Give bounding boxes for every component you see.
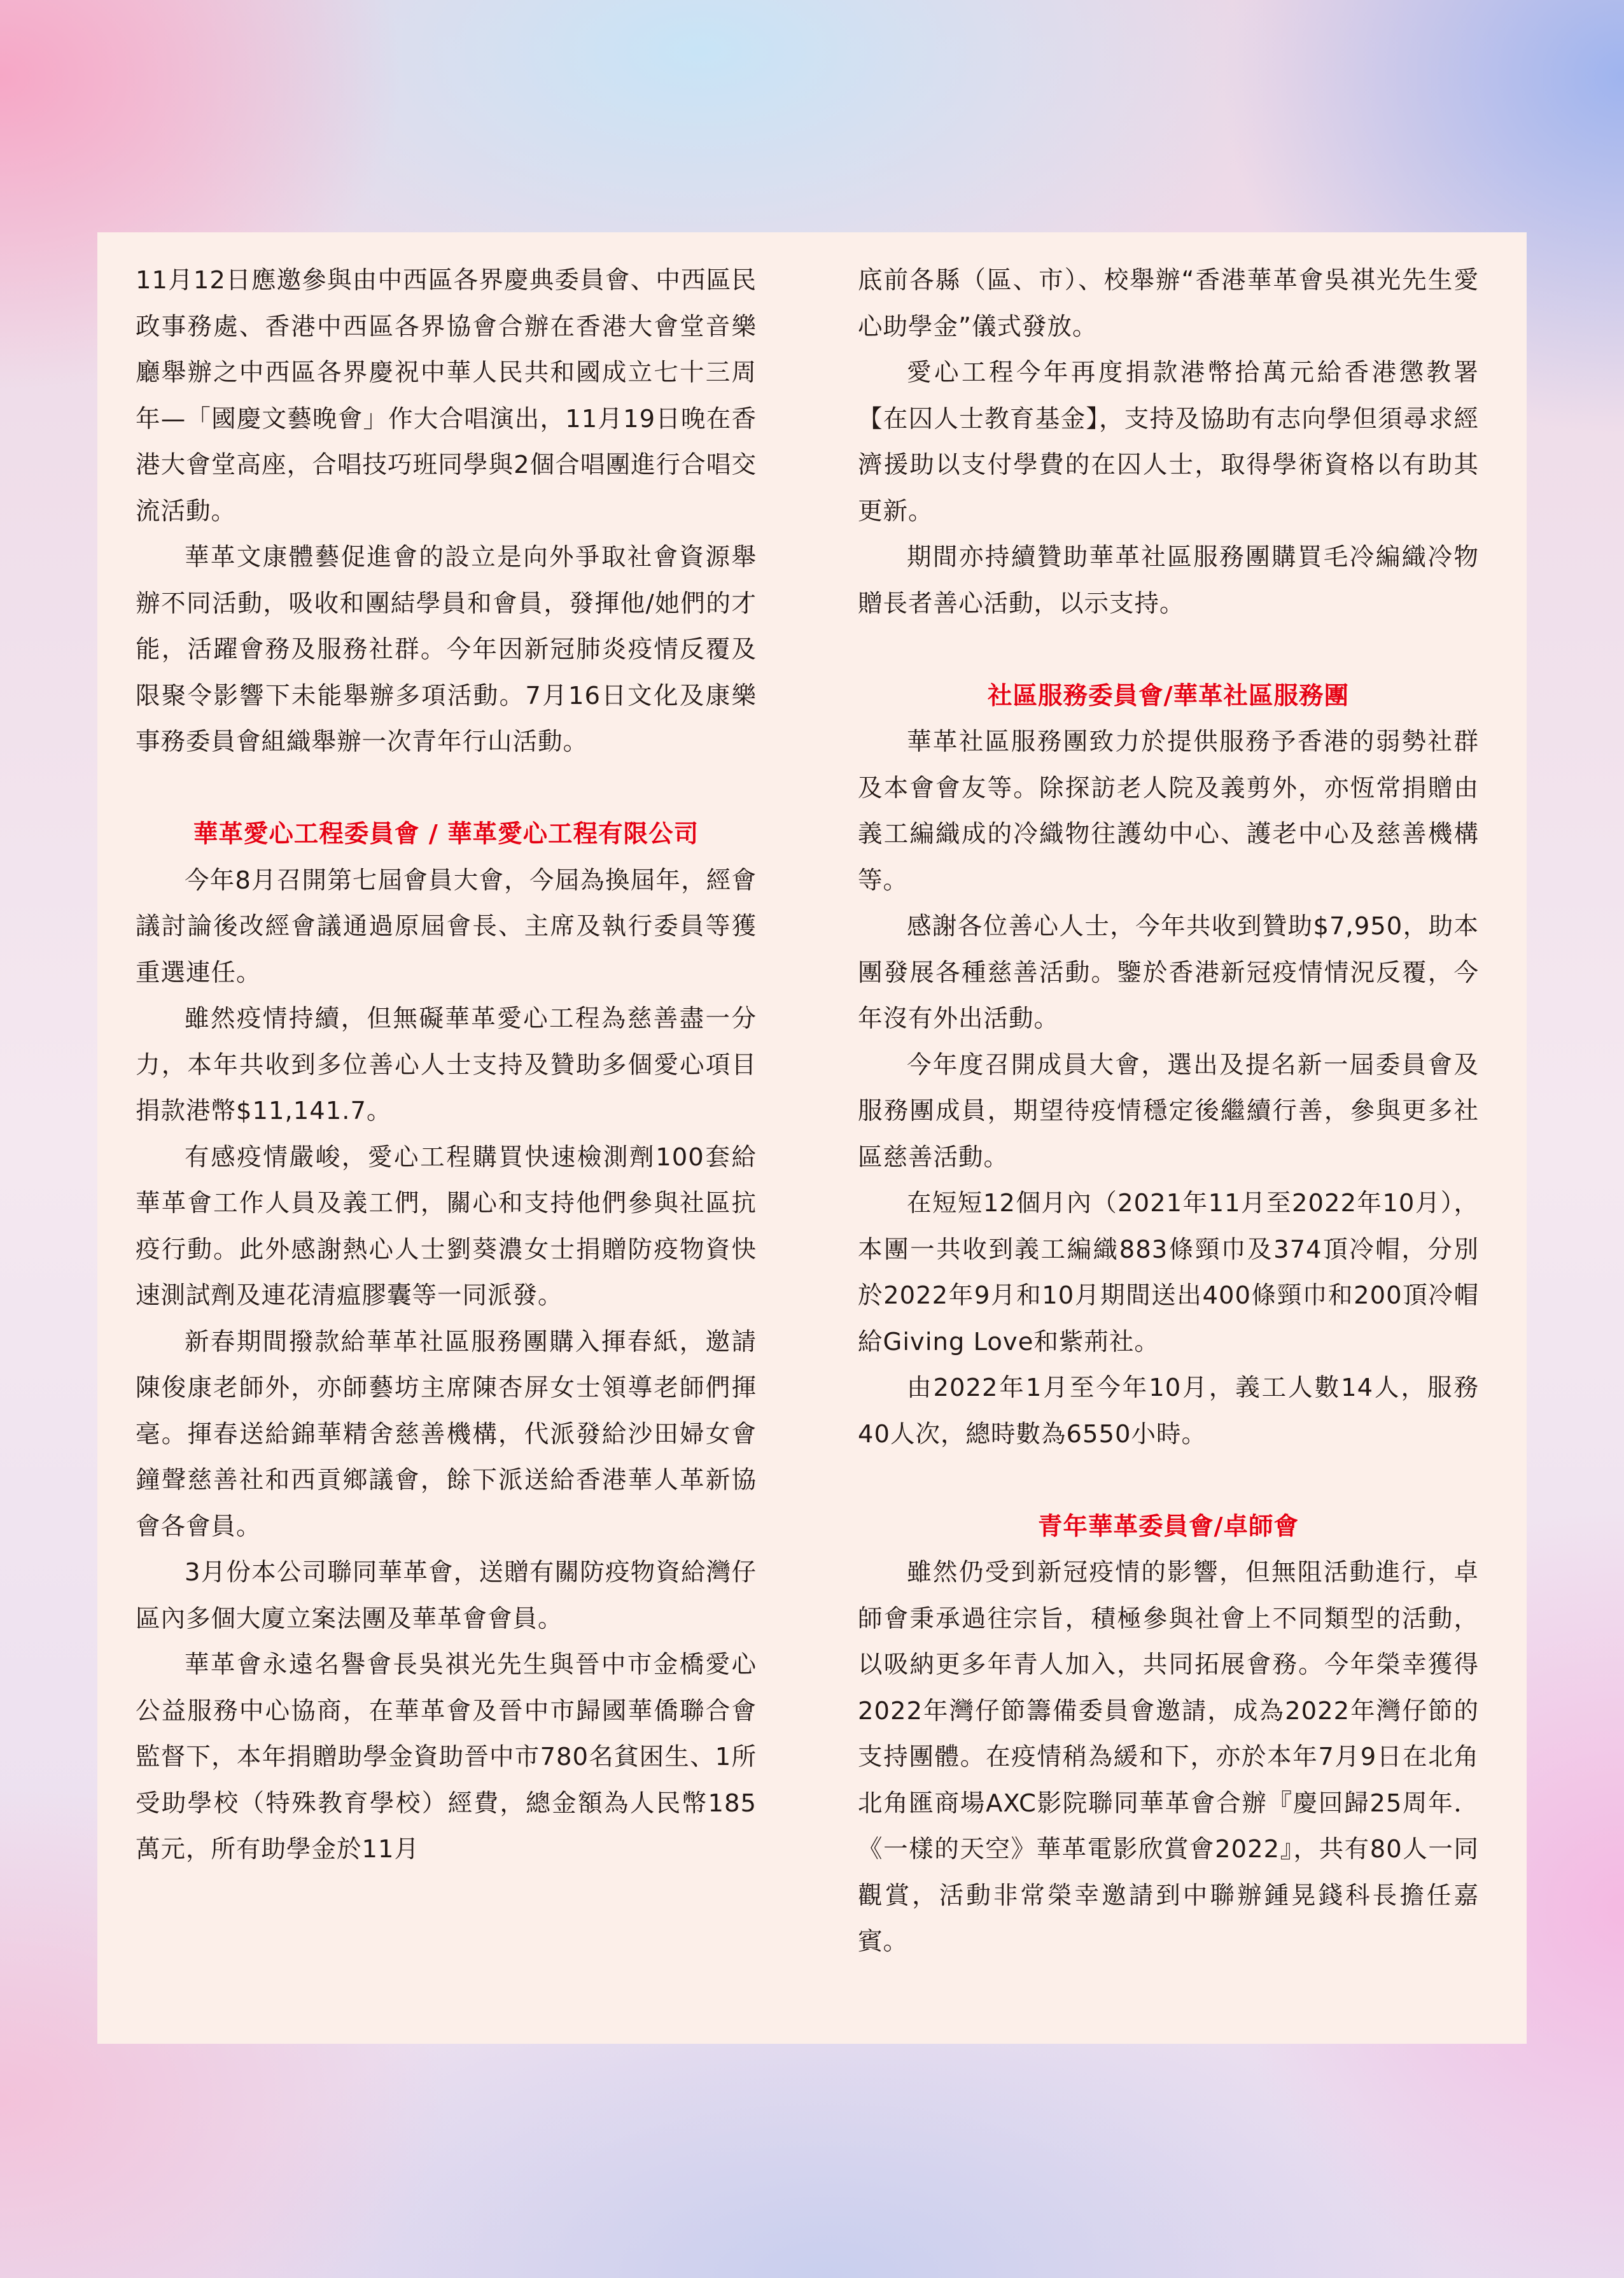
paragraph: 今年8月召開第七屆會員大會，今屆為換屆年，經會議討論後改經會議通過原屆會長、主席及執行委員等獲重選連任。	[136, 866, 757, 987]
paragraph: 華革文康體藝促進會的設立是向外爭取社會資源舉辦不同活動，吸收和團結學員和會員，發揮他/她們的才能，活躍會務及服務社群。今年因新冠肺炎疫情反覆及限聚令影響下未能舉辦多項活動。7月16日文化及康樂事務委員會組織舉辦一次青年行山活動。	[136, 543, 757, 756]
section-gap	[136, 766, 757, 812]
paragraph: 3月份本公司聯同華革會，送贈有關防疫物資給灣仔區內多個大廈立案法團及華革會會員。	[136, 1558, 757, 1633]
paragraph: 期間亦持續贊助華革社區服務團購買毛冷編織冷物贈長者善心活動，以示支持。	[858, 543, 1479, 618]
content-panel	[97, 232, 1527, 2044]
section-gap	[858, 627, 1479, 673]
paragraph: 感謝各位善心人士，今年共收到贊助$7,950，助本團發展各種慈善活動。鑒於香港新冠疫情情況反覆，今年沒有外出活動。	[858, 912, 1479, 1033]
section-gap	[858, 1458, 1479, 1504]
paragraph: 華革社區服務團致力於提供服務予香港的弱勢社群及本會會友等。除探訪老人院及義剪外，亦恆常捐贈由義工編織成的冷織物往護幼中心、護老中心及慈善機構等。	[858, 728, 1479, 895]
paragraph: 底前各縣（區、市）、校舉辦“香港華革會吳祺光先生愛心助學金”儀式發放。	[858, 266, 1479, 341]
left-column	[136, 258, 757, 1873]
paragraph: 由2022年1月至今年10月，義工人數14人，服務40人次，總時數為6550小時。	[858, 1374, 1479, 1449]
paragraph: 今年度召開成員大會，選出及提名新一屆委員會及服務團成員，期望待疫情穩定後繼續行善，參與更多社區慈善活動。	[858, 1050, 1479, 1172]
paragraph: 華革會永遠名譽會長吳祺光先生與晉中市金橋愛心公益服務中心協商，在華革會及晉中市歸國華僑聯合會監督下，本年捐贈助學金資助晉中市780名貧困生、1所受助學校（特殊教育學校）經費，總金額為人民幣185萬元，所有助學金於11月	[136, 1650, 757, 1864]
paragraph: 11月12日應邀參與由中西區各界慶典委員會、中西區民政事務處、香港中西區各界協會合辦在香港大會堂音樂廳舉辦之中西區各界慶祝中華人民共和國成立七十三周年—「國慶文藝晚會」作大合唱演出，11月19日晚在香港大會堂高座，合唱技巧班同學與2個合唱團進行合唱交流活動。	[136, 266, 757, 526]
paragraph: 愛心工程今年再度捐款港幣拾萬元給香港懲教署【在囚人士教育基金】，支持及協助有志向學但須尋求經濟援助以支付學費的在囚人士，取得學術資格以有助其更新。	[858, 358, 1479, 526]
section-heading-community-service: 社區服務委員會/華革社區服務團	[987, 681, 1350, 710]
paragraph: 雖然疫情持續，但無礙華革愛心工程為慈善盡一分力，本年共收到多位善心人士支持及贊助多個愛心項目捐款港幣$11,141.7。	[136, 1004, 757, 1125]
section-heading-charity: 華革愛心工程委員會 / 華革愛心工程有限公司	[193, 820, 699, 848]
paragraph: 有感疫情嚴峻，愛心工程購買快速檢測劑100套給華革會工作人員及義工們，關心和支持他們參與社區抗疫行動。此外感謝熱心人士劉葵濃女士捐贈防疫物資快速測試劑及連花清瘟膠囊等一同派發。	[136, 1143, 757, 1310]
section-heading-youth: 青年華革委員會/卓師會	[1037, 1512, 1299, 1541]
paragraph: 新春期間撥款給華革社區服務團購入揮春紙，邀請陳俊康老師外，亦師藝坊主席陳杏屏女士領導老師們揮毫。揮春送給錦華精舍慈善機構，代派發給沙田婦女會鐘聲慈善社和西貢鄉議會，餘下派送給香港華人革新協會各會員。	[136, 1327, 757, 1541]
paragraph: 在短短12個月內（2021年11月至2022年10月），本團一共收到義工編織883條頸巾及374頂冷帽，分別於2022年9月和10月期間送出400條頸巾和200頂冷帽給Giving Love和紫荊社。	[858, 1189, 1479, 1356]
paragraph: 雖然仍受到新冠疫情的影響，但無阻活動進行，卓師會秉承過往宗旨，積極參與社會上不同類型的活動，以吸納更多年青人加入，共同拓展會務。今年榮幸獲得2022年灣仔節籌備委員會邀請，成為2022年灣仔節的支持團體。在疫情稍為緩和下，亦於本年7月9日在北角北角匯商場AXC影院聯同華革會合辦『慶回歸25周年．《一樣的天空》華革電影欣賞會2022』，共有80人一同觀賞，活動非常榮幸邀請到中聯辦鍾晃錢科長擔任嘉賓。	[858, 1558, 1479, 1956]
right-column	[858, 258, 1479, 1965]
